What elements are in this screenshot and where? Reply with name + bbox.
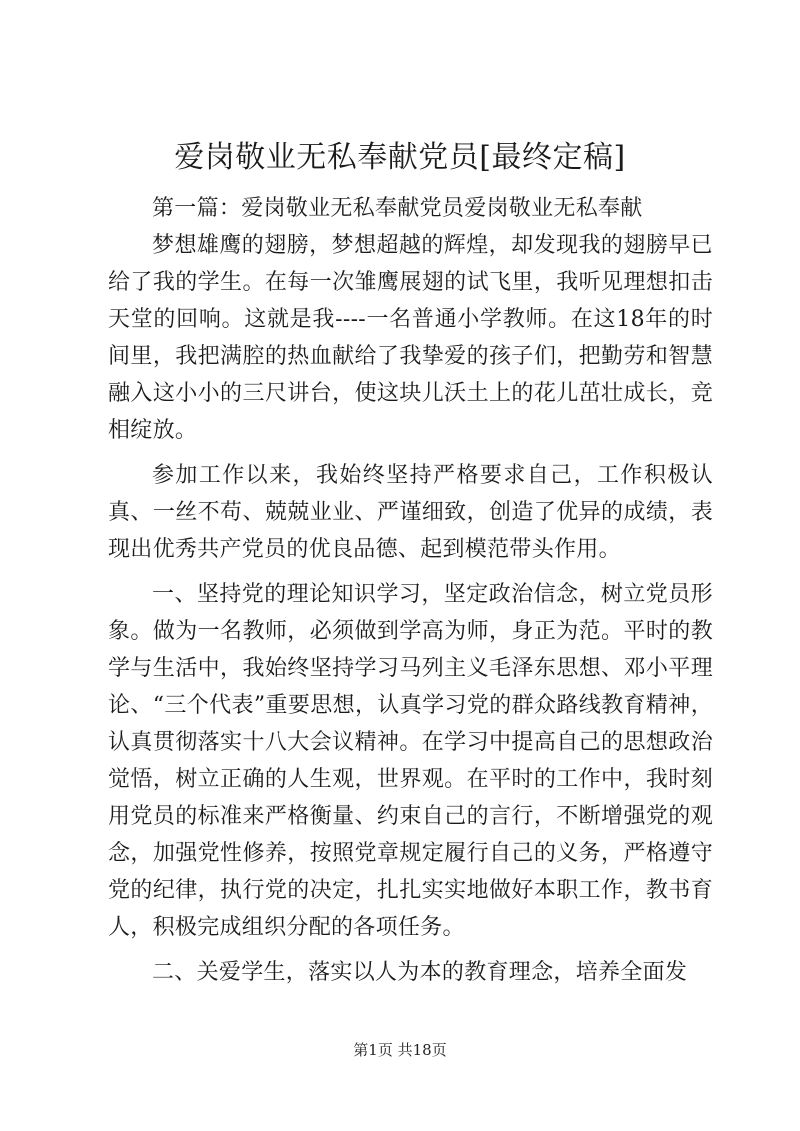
page-number-footer: 第1页 共18页 [353,1041,447,1059]
body-paragraph: 梦想雄鹰的翅膀，梦想超越的辉煌，却发现我的翅膀早已给了我的学生。在每一次雏鹰展翅的试飞里，我听见理想扣击天堂的回响。这就是我----一名普通小学教师。在这18年的时间里，我把满腔的热血献给了我挚爱的孩子们，把勤劳和智慧融入这小小的三尺讲台，使这块儿沃土上的花儿茁壮成长，竞相绽放。 [108,233,713,443]
body-paragraph: 二、关爱学生，落实以人为本的教育理念，培养全面发 [152,960,688,985]
body-paragraph: 一、坚持党的理论知识学习，坚定政治信念，树立党员形象。做为一名教师，必须做到学高为师，身正为范。平时的教学与生活中，我始终坚持学习马列主义毛泽东思想、邓小平理论、“三个代表”重要思想，认真学习党的群众路线教育精神，认真贯彻落实十八大会议精神。在学习中提高自己的思想政治觉悟，树立正确的人生观，世界观。在平时的工作中，我时刻用党员的标准来严格衡量、约束自己的言行，不断增强党的观念，加强党性修养，按照党章规定履行自己的义务，严格遵守党的纪律，执行党的决定，扎扎实实地做好本职工作，教书育人，积极完成组织分配的各项任务。 [108,582,713,940]
document-title: 爱岗敬业无私奉献党员[最终定稿] [174,140,626,175]
document-body [108,190,713,991]
section-heading: 第一篇：爱岗敬业无私奉献党员爱岗敬业无私奉献 [152,196,643,221]
body-paragraph: 参加工作以来，我始终坚持严格要求自己，工作积极认真、一丝不苟、兢兢业业、严谨细致，创造了优异的成绩，表现出优秀共产党员的优良品德、起到模范带头作用。 [108,463,713,562]
